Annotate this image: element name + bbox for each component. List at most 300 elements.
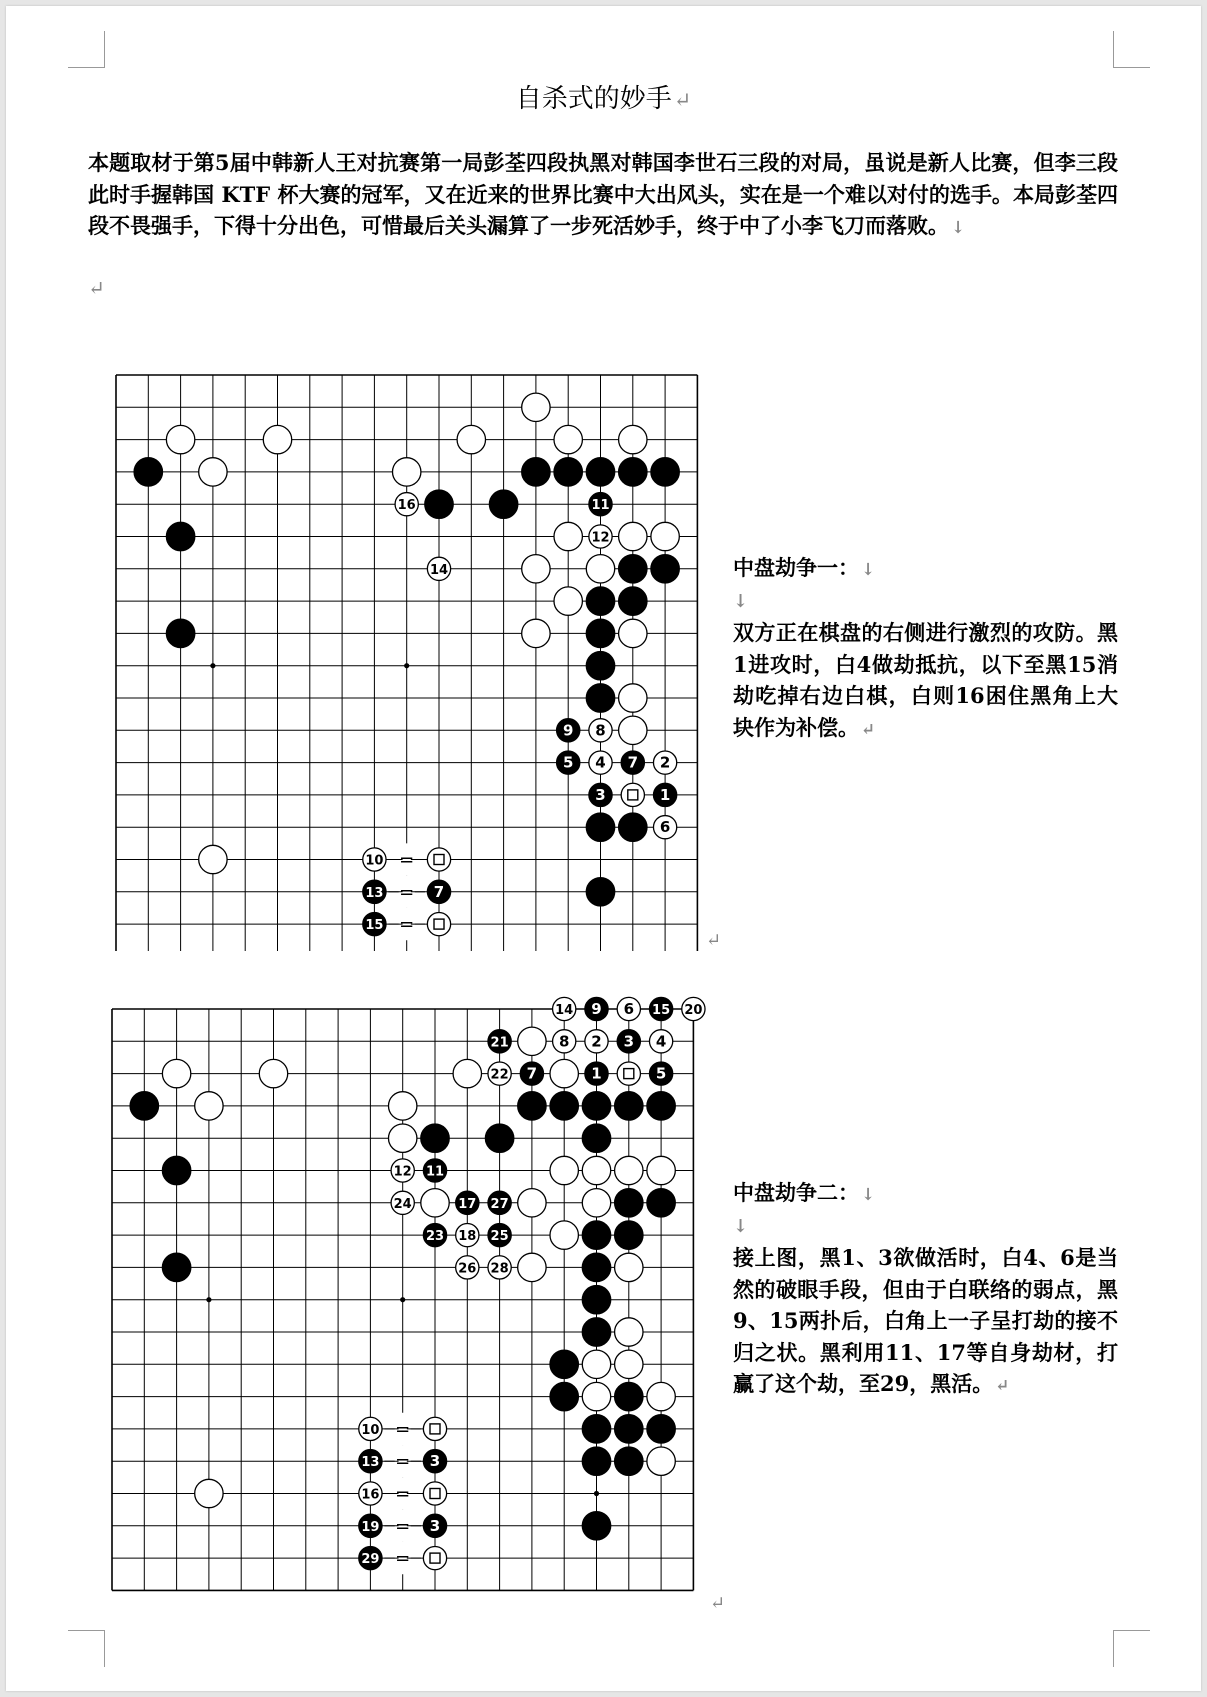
stone-disc — [457, 425, 485, 453]
line-break-mark: ↓ — [733, 590, 749, 612]
white-stone — [554, 425, 582, 453]
stone-disc — [615, 1156, 643, 1184]
black-stone — [582, 1447, 610, 1475]
move-number: 13 — [361, 1455, 380, 1471]
stone-disc — [388, 1124, 416, 1152]
white-stone — [682, 997, 705, 1020]
stone-disc — [615, 1189, 643, 1217]
stone-disc — [554, 425, 582, 453]
stone-disc — [651, 522, 679, 550]
black-stone — [582, 1124, 610, 1152]
black-stone — [585, 997, 608, 1020]
black-stone — [649, 1062, 672, 1085]
move-number: 13 — [365, 885, 384, 901]
black-stone — [619, 587, 647, 615]
stone-disc — [199, 458, 227, 486]
stone-disc — [392, 458, 420, 486]
black-stone — [425, 490, 453, 518]
black-stone — [586, 619, 614, 647]
white-stone — [553, 1030, 576, 1053]
stone-disc — [586, 458, 614, 486]
stone-disc — [586, 587, 614, 615]
white-stone — [388, 1092, 416, 1120]
stone-disc — [582, 1092, 610, 1120]
white-stone — [518, 1027, 546, 1055]
black-stone — [363, 912, 386, 935]
move-number: 1 — [591, 1064, 602, 1083]
stone-disc — [550, 1092, 578, 1120]
black-stone — [518, 1092, 546, 1120]
white-stone — [392, 458, 420, 486]
star-point — [400, 1297, 405, 1302]
white-stone — [456, 1223, 479, 1246]
black-stone — [615, 1415, 643, 1443]
stone-disc — [554, 587, 582, 615]
stone-disc — [586, 619, 614, 647]
white-stone — [589, 751, 612, 774]
caption-2 — [733, 1177, 1118, 1402]
equals-mark: = — [395, 1515, 411, 1537]
stone-disc — [582, 1285, 610, 1313]
stone-disc — [619, 684, 647, 712]
move-number: 2 — [591, 1032, 602, 1051]
document-page — [6, 6, 1201, 1691]
white-stone — [522, 555, 550, 583]
black-stone — [162, 1156, 190, 1184]
black-stone — [615, 1382, 643, 1410]
stone-disc — [582, 1156, 610, 1184]
move-number: 8 — [595, 721, 606, 740]
black-stone — [586, 684, 614, 712]
black-stone — [585, 1062, 608, 1085]
black-stone — [653, 783, 676, 806]
white-stone — [456, 1256, 479, 1279]
move-number: 7 — [526, 1064, 538, 1083]
black-stone — [485, 1124, 513, 1152]
black-stone — [522, 458, 550, 486]
move-number: 27 — [490, 1196, 509, 1212]
white-stone — [359, 1417, 382, 1440]
move-number: 5 — [655, 1064, 667, 1083]
stone-disc — [199, 845, 227, 873]
paragraph-mark: ↵ — [706, 930, 722, 951]
black-stone — [651, 458, 679, 486]
stone-disc — [586, 684, 614, 712]
black-stone — [586, 458, 614, 486]
stone-disc — [550, 1382, 578, 1410]
white-stone — [363, 848, 386, 871]
caption-2-body — [733, 1242, 1118, 1402]
white-stone — [615, 1318, 643, 1346]
black-stone — [550, 1092, 578, 1120]
black-stone — [166, 522, 194, 550]
white-stone — [653, 816, 676, 839]
move-number: 11 — [425, 1164, 445, 1180]
stone-disc — [582, 1189, 610, 1217]
white-stone — [423, 1417, 446, 1440]
stone-disc — [582, 1124, 610, 1152]
move-number: 29 — [361, 1552, 380, 1568]
move-number: 3 — [623, 1032, 635, 1051]
white-stone — [619, 684, 647, 712]
stone-disc — [615, 1221, 643, 1249]
stone-disc — [166, 425, 194, 453]
move-number: 7 — [627, 753, 639, 772]
stone-disc — [388, 1092, 416, 1120]
move-number: 7 — [433, 882, 445, 901]
stone-disc — [647, 1092, 675, 1120]
stone-disc — [619, 587, 647, 615]
stone-disc — [518, 1027, 546, 1055]
stone-disc — [582, 1318, 610, 1346]
white-stone — [582, 1156, 610, 1184]
black-stone — [550, 1350, 578, 1378]
black-stone — [421, 1124, 449, 1152]
equals-mark: = — [395, 1548, 411, 1570]
white-stone — [589, 719, 612, 742]
move-number: 12 — [591, 530, 610, 546]
black-stone — [554, 458, 582, 486]
white-stone — [589, 525, 612, 548]
equals-mark: = — [399, 881, 415, 903]
move-number: 26 — [458, 1261, 477, 1277]
white-stone — [427, 557, 450, 580]
black-stone — [647, 1189, 675, 1217]
stone-disc — [522, 619, 550, 647]
black-stone — [621, 751, 644, 774]
move-number: 21 — [490, 1035, 509, 1051]
white-stone — [619, 522, 647, 550]
black-stone — [586, 651, 614, 679]
black-stone — [589, 493, 612, 516]
white-stone — [421, 1189, 449, 1217]
black-stone — [582, 1221, 610, 1249]
black-stone — [619, 555, 647, 583]
stone-disc — [615, 1318, 643, 1346]
stone-disc — [134, 458, 162, 486]
intro-text: 本题取材于第5届中韩新人王对抗赛第一局彭荃四段执黑对韩国李世石三段的对局，虽说是新人比赛，但李三段此时手握韩国 KTF 杯大赛的冠军，又在近来的世界比赛中大出风头，实在是一个难以对付的选手。本局彭荃四段不畏强手，下得十分出色，可惜最后关头漏算了一步死活妙手，终于中了小李飞刀而落败。 — [88, 150, 1118, 238]
page-title — [6, 78, 1201, 115]
white-stone — [518, 1189, 546, 1217]
white-stone — [522, 393, 550, 421]
black-stone — [586, 878, 614, 906]
black-stone — [423, 1223, 446, 1246]
caption-2-body-text: 接上图，黑1、3欲做活时，白4、6是当然的破眼手段，但由于白联络的弱点，黑9、15两扑后，白角上一子呈打劫的接不归之状。黑利用11、17等自身劫材，打赢了这个劫，至29，黑活。 — [733, 1245, 1118, 1396]
black-stone — [557, 719, 580, 742]
stone-disc — [615, 1382, 643, 1410]
stone-disc — [522, 393, 550, 421]
equals-mark: = — [395, 1483, 411, 1505]
stone-disc — [518, 1092, 546, 1120]
white-stone — [195, 1092, 223, 1120]
stone-disc — [582, 1350, 610, 1378]
black-stone — [586, 587, 614, 615]
white-stone — [550, 1156, 578, 1184]
move-number: 20 — [684, 1003, 703, 1018]
move-number: 25 — [490, 1229, 509, 1245]
white-stone — [647, 1382, 675, 1410]
white-stone — [649, 1030, 672, 1053]
move-number: 4 — [595, 753, 606, 772]
white-stone — [647, 1156, 675, 1184]
stone-disc — [550, 1221, 578, 1249]
white-stone — [427, 848, 450, 871]
white-stone — [550, 1221, 578, 1249]
stone-disc — [518, 1189, 546, 1217]
white-stone — [617, 997, 640, 1020]
black-stone — [423, 1159, 446, 1182]
move-number: 14 — [555, 1003, 574, 1018]
stone-disc — [554, 458, 582, 486]
star-point — [210, 663, 215, 668]
black-stone — [615, 1221, 643, 1249]
stone-disc — [582, 1382, 610, 1410]
stone-disc — [619, 555, 647, 583]
stone-disc — [619, 522, 647, 550]
black-stone — [423, 1514, 446, 1537]
white-stone — [586, 555, 614, 583]
move-number: 12 — [393, 1164, 412, 1180]
black-stone — [649, 997, 672, 1020]
white-stone — [619, 716, 647, 744]
black-stone — [359, 1450, 382, 1473]
black-stone — [130, 1092, 158, 1120]
stone-disc — [615, 1415, 643, 1443]
stone-disc — [263, 425, 291, 453]
stone-disc — [453, 1059, 481, 1087]
white-stone — [554, 522, 582, 550]
black-stone — [619, 458, 647, 486]
crop-mark-top-right — [1113, 31, 1150, 68]
black-stone — [520, 1062, 543, 1085]
stone-disc — [615, 1253, 643, 1281]
move-number: 9 — [591, 1000, 602, 1018]
caption-1-heading — [733, 552, 1118, 586]
black-stone — [647, 1415, 675, 1443]
move-number: 6 — [659, 818, 671, 837]
move-number: 11 — [591, 498, 610, 514]
white-stone — [395, 493, 418, 516]
stone-disc — [550, 1350, 578, 1378]
stone-disc — [166, 522, 194, 550]
move-number: 3 — [429, 1516, 441, 1535]
white-stone — [423, 1546, 446, 1569]
line-break-mark: ↓ — [861, 559, 876, 579]
black-stone — [427, 880, 450, 903]
title-text: 自杀式的妙手 — [515, 84, 672, 114]
equals-mark: = — [399, 914, 415, 936]
stone-disc — [619, 425, 647, 453]
stone-disc — [619, 458, 647, 486]
move-number: 1 — [659, 785, 671, 804]
move-number: 10 — [361, 1422, 380, 1438]
black-stone — [557, 751, 580, 774]
crop-mark-bottom-right — [1113, 1630, 1150, 1667]
white-stone — [550, 1059, 578, 1087]
stone-disc — [586, 651, 614, 679]
stone-disc — [586, 813, 614, 841]
black-stone — [162, 1253, 190, 1281]
move-number: 3 — [595, 785, 606, 804]
white-stone — [522, 619, 550, 647]
white-stone — [554, 587, 582, 615]
stone-disc — [582, 1415, 610, 1443]
white-stone — [423, 1482, 446, 1505]
white-stone — [162, 1059, 190, 1087]
black-stone — [651, 555, 679, 583]
crop-mark-top-left — [68, 31, 105, 68]
white-stone — [582, 1189, 610, 1217]
stone-disc — [621, 783, 644, 806]
black-stone — [488, 1191, 511, 1214]
stone-disc — [554, 522, 582, 550]
crop-mark-bottom-left — [68, 1630, 105, 1667]
stone-disc — [522, 555, 550, 583]
white-stone — [585, 1030, 608, 1053]
star-point — [594, 1491, 599, 1496]
stone-disc — [421, 1124, 449, 1152]
black-stone — [589, 783, 612, 806]
black-stone — [134, 458, 162, 486]
caption-1-heading-text: 中盘劫争一： — [733, 555, 859, 580]
go-board-1 — [106, 351, 706, 951]
stone-disc — [615, 1350, 643, 1378]
move-number: 18 — [458, 1229, 477, 1245]
intro-paragraph — [88, 147, 1118, 244]
black-stone — [582, 1092, 610, 1120]
stone-disc — [619, 619, 647, 647]
stone-disc — [130, 1092, 158, 1120]
stone-disc — [423, 1417, 446, 1440]
empty-paragraph-mark: ↵ — [88, 276, 105, 300]
move-number: 15 — [365, 918, 384, 934]
move-number: 3 — [429, 1452, 441, 1471]
white-stone — [621, 783, 644, 806]
stone-disc — [647, 1415, 675, 1443]
white-stone — [263, 425, 291, 453]
paragraph-mark: ↵ — [995, 1375, 1010, 1395]
go-board-2 — [102, 991, 722, 1611]
move-number: 4 — [655, 1032, 667, 1051]
move-number: 6 — [623, 1000, 635, 1018]
white-stone — [615, 1253, 643, 1281]
black-stone — [582, 1253, 610, 1281]
stone-disc — [518, 1253, 546, 1281]
caption-2-heading-text: 中盘劫争二： — [733, 1180, 859, 1205]
move-number: 22 — [490, 1067, 509, 1083]
star-point — [206, 1297, 211, 1302]
move-number: 28 — [490, 1261, 509, 1277]
paragraph-mark: ↵ — [710, 1593, 726, 1614]
move-number: 9 — [562, 721, 574, 740]
stone-disc — [586, 555, 614, 583]
star-point — [404, 663, 409, 668]
white-stone — [453, 1059, 481, 1087]
black-stone — [615, 1092, 643, 1120]
black-stone — [615, 1447, 643, 1475]
stone-disc — [582, 1253, 610, 1281]
stone-disc — [195, 1092, 223, 1120]
paragraph-mark: ↵ — [861, 718, 876, 739]
equals-mark: = — [399, 849, 415, 871]
black-stone — [359, 1546, 382, 1569]
stone-disc — [195, 1479, 223, 1507]
move-number: 17 — [458, 1196, 477, 1212]
white-stone — [195, 1479, 223, 1507]
move-number: 24 — [393, 1196, 412, 1212]
white-stone — [166, 425, 194, 453]
move-number: 23 — [425, 1229, 445, 1245]
equals-mark: = — [395, 1451, 411, 1473]
stone-disc — [651, 555, 679, 583]
caption-1-body — [733, 617, 1118, 745]
white-stone — [427, 912, 450, 935]
white-stone — [199, 845, 227, 873]
black-stone — [586, 813, 614, 841]
white-stone — [615, 1156, 643, 1184]
white-stone — [617, 1062, 640, 1085]
white-stone — [651, 522, 679, 550]
white-stone — [582, 1350, 610, 1378]
white-stone — [388, 1124, 416, 1152]
equals-mark: = — [395, 1418, 411, 1440]
stone-disc — [647, 1156, 675, 1184]
caption-1-body-text: 双方正在棋盘的右侧进行激烈的攻防。黑1进攻时，白4做劫抵抗，以下至黑15消劫吃掉右边白棋，白则16困住黑角上大块作为补偿。 — [733, 620, 1118, 740]
stone-disc — [425, 490, 453, 518]
white-stone — [488, 1256, 511, 1279]
stone-disc — [617, 1062, 640, 1085]
black-stone — [359, 1514, 382, 1537]
stone-disc — [582, 1512, 610, 1540]
stone-disc — [259, 1059, 287, 1087]
white-stone — [457, 425, 485, 453]
stone-disc — [162, 1156, 190, 1184]
white-stone — [199, 458, 227, 486]
white-stone — [619, 619, 647, 647]
black-stone — [488, 1223, 511, 1246]
move-number: 19 — [361, 1519, 380, 1535]
move-number: 16 — [361, 1487, 380, 1503]
paragraph-mark: ↵ — [673, 88, 692, 112]
move-number: 8 — [558, 1032, 570, 1051]
black-stone — [550, 1382, 578, 1410]
white-stone — [391, 1159, 414, 1182]
stone-disc — [586, 878, 614, 906]
white-stone — [615, 1350, 643, 1378]
stone-disc — [615, 1447, 643, 1475]
black-stone — [423, 1450, 446, 1473]
white-stone — [647, 1447, 675, 1475]
move-number: 10 — [365, 853, 384, 869]
stone-disc — [550, 1156, 578, 1184]
white-stone — [518, 1253, 546, 1281]
stone-disc — [615, 1092, 643, 1120]
stone-disc — [423, 1546, 446, 1569]
line-break-mark: ↓ — [861, 1184, 876, 1204]
white-stone — [553, 997, 576, 1020]
stone-disc — [485, 1124, 513, 1152]
stone-disc — [550, 1059, 578, 1087]
black-stone — [363, 880, 386, 903]
white-stone — [653, 751, 676, 774]
stone-disc — [647, 1189, 675, 1217]
caption-2-heading — [733, 1177, 1118, 1211]
black-stone — [582, 1285, 610, 1313]
move-number: 15 — [652, 1003, 671, 1018]
black-stone — [582, 1415, 610, 1443]
white-stone — [391, 1191, 414, 1214]
stone-disc — [423, 1482, 446, 1505]
